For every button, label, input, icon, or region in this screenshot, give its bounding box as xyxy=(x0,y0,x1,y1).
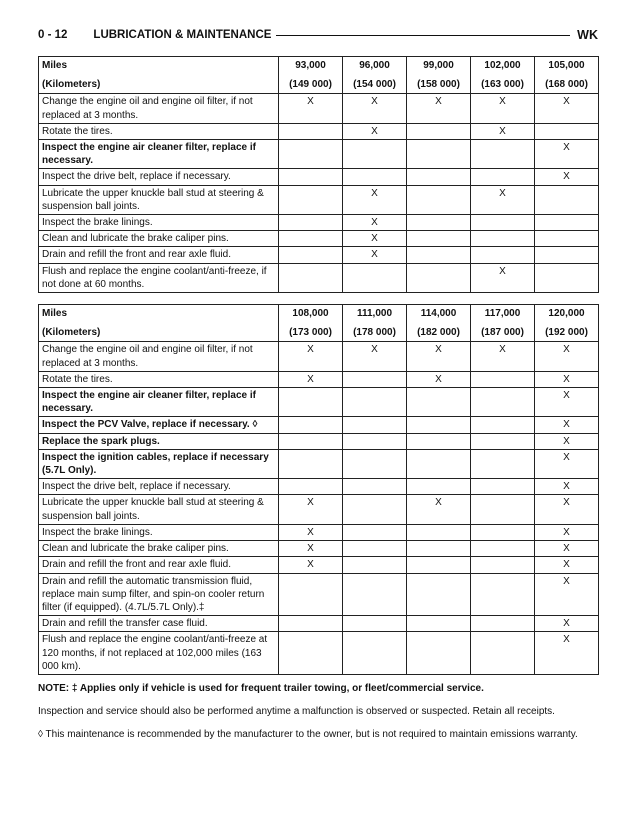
service-mark xyxy=(471,449,535,478)
service-item: Inspect the brake linings. xyxy=(39,524,279,540)
service-mark xyxy=(535,247,599,263)
maintenance-table-2 xyxy=(38,304,599,675)
service-mark: X xyxy=(471,94,535,123)
service-mark xyxy=(279,479,343,495)
service-mark xyxy=(535,263,599,292)
service-mark xyxy=(343,371,407,387)
service-mark: X xyxy=(535,342,599,371)
service-mark: X xyxy=(343,123,407,139)
service-mark: X xyxy=(343,185,407,214)
service-mark xyxy=(471,231,535,247)
service-mark xyxy=(279,215,343,231)
service-mark xyxy=(279,123,343,139)
service-mark: X xyxy=(471,123,535,139)
header-row-km xyxy=(39,323,599,342)
maintenance-table-1 xyxy=(38,56,599,293)
service-mark xyxy=(343,263,407,292)
table-row xyxy=(39,433,599,449)
service-mark xyxy=(471,388,535,417)
service-item: Inspect the drive belt, replace if necessary. xyxy=(39,169,279,185)
header-row-miles xyxy=(39,305,599,324)
service-mark: X xyxy=(279,94,343,123)
service-mark xyxy=(407,632,471,675)
interval-km: (168 000) xyxy=(535,75,599,94)
service-item: Clean and lubricate the brake caliper pins. xyxy=(39,231,279,247)
service-mark xyxy=(471,573,535,616)
interval-miles: 114,000 xyxy=(407,305,471,324)
service-item: Clean and lubricate the brake caliper pins. xyxy=(39,541,279,557)
interval-km: (158 000) xyxy=(407,75,471,94)
service-mark xyxy=(407,616,471,632)
service-mark: X xyxy=(471,342,535,371)
interval-miles: 117,000 xyxy=(471,305,535,324)
service-mark xyxy=(471,371,535,387)
table-row xyxy=(39,417,599,433)
service-item: Inspect the ignition cables, replace if necessary (5.7L Only). xyxy=(39,449,279,478)
service-mark: X xyxy=(471,185,535,214)
interval-miles: 96,000 xyxy=(343,57,407,76)
table-row xyxy=(39,247,599,263)
service-mark: X xyxy=(535,140,599,169)
interval-km: (187 000) xyxy=(471,323,535,342)
service-item: Replace the spark plugs. xyxy=(39,433,279,449)
table-row xyxy=(39,263,599,292)
table-row xyxy=(39,231,599,247)
service-mark xyxy=(343,632,407,675)
service-item: Drain and refill the transfer case fluid. xyxy=(39,616,279,632)
service-mark: X xyxy=(343,231,407,247)
service-mark xyxy=(279,169,343,185)
service-mark xyxy=(343,417,407,433)
service-mark xyxy=(407,263,471,292)
service-mark: X xyxy=(343,215,407,231)
service-mark xyxy=(279,140,343,169)
service-mark xyxy=(471,140,535,169)
service-mark: X xyxy=(279,342,343,371)
service-mark xyxy=(471,433,535,449)
service-mark: X xyxy=(535,541,599,557)
table-row xyxy=(39,524,599,540)
service-item: Drain and refill the front and rear axle fluid. xyxy=(39,557,279,573)
service-mark xyxy=(279,449,343,478)
service-mark: X xyxy=(279,524,343,540)
service-mark: X xyxy=(535,433,599,449)
service-mark xyxy=(407,524,471,540)
service-mark xyxy=(343,557,407,573)
service-item: Inspect the engine air cleaner filter, replace if necessary. xyxy=(39,388,279,417)
service-mark: X xyxy=(535,417,599,433)
service-mark xyxy=(471,215,535,231)
service-item: Inspect the drive belt, replace if necessary. xyxy=(39,479,279,495)
interval-km: (173 000) xyxy=(279,323,343,342)
service-mark xyxy=(471,616,535,632)
service-mark: X xyxy=(535,169,599,185)
table-row xyxy=(39,632,599,675)
service-mark xyxy=(343,616,407,632)
service-mark xyxy=(343,140,407,169)
service-mark: X xyxy=(535,495,599,524)
service-mark: X xyxy=(279,495,343,524)
header-rule xyxy=(276,35,570,36)
service-mark: X xyxy=(535,388,599,417)
service-mark: X xyxy=(279,557,343,573)
table-row xyxy=(39,495,599,524)
table-row xyxy=(39,573,599,616)
service-mark xyxy=(407,541,471,557)
service-mark xyxy=(407,417,471,433)
service-mark xyxy=(279,616,343,632)
table-row xyxy=(39,388,599,417)
page-number: 0 - 12 xyxy=(38,29,68,41)
service-item: Rotate the tires. xyxy=(39,123,279,139)
model-code: WK xyxy=(577,28,598,42)
interval-km: (182 000) xyxy=(407,323,471,342)
service-mark xyxy=(343,388,407,417)
service-mark: X xyxy=(407,342,471,371)
service-mark xyxy=(279,263,343,292)
service-mark: X xyxy=(535,371,599,387)
service-mark xyxy=(471,495,535,524)
service-mark xyxy=(407,123,471,139)
header-row-miles xyxy=(39,57,599,76)
service-mark: X xyxy=(535,524,599,540)
service-mark xyxy=(471,557,535,573)
service-mark: X xyxy=(535,573,599,616)
service-mark: X xyxy=(471,263,535,292)
service-mark: X xyxy=(279,541,343,557)
inspection-note: Inspection and service should also be performed anytime a malfunction is observed or suspected. Retain all receipts. xyxy=(38,705,555,717)
service-item: Lubricate the upper knuckle ball stud at steering & suspension ball joints. xyxy=(39,185,279,214)
table-row xyxy=(39,123,599,139)
service-mark xyxy=(279,433,343,449)
service-mark xyxy=(471,247,535,263)
table-row xyxy=(39,541,599,557)
service-mark xyxy=(471,541,535,557)
service-mark xyxy=(343,573,407,616)
interval-miles: 99,000 xyxy=(407,57,471,76)
table-row xyxy=(39,371,599,387)
interval-km: (163 000) xyxy=(471,75,535,94)
table-row xyxy=(39,557,599,573)
notes-section xyxy=(38,681,598,742)
service-mark xyxy=(535,185,599,214)
service-mark: X xyxy=(535,94,599,123)
interval-miles: 93,000 xyxy=(279,57,343,76)
service-mark: X xyxy=(279,371,343,387)
table-row xyxy=(39,479,599,495)
service-mark: X xyxy=(535,479,599,495)
service-mark xyxy=(279,388,343,417)
interval-miles: 120,000 xyxy=(535,305,599,324)
service-item: Inspect the brake linings. xyxy=(39,215,279,231)
table-row xyxy=(39,169,599,185)
service-item: Flush and replace the engine coolant/anti-freeze at 120 months, if not replaced at 102,000 miles (163 000 km). xyxy=(39,632,279,675)
interval-miles: 105,000 xyxy=(535,57,599,76)
service-mark xyxy=(407,231,471,247)
service-mark xyxy=(407,557,471,573)
service-mark: X xyxy=(407,371,471,387)
service-mark: X xyxy=(535,632,599,675)
service-mark xyxy=(407,169,471,185)
table-gap xyxy=(38,293,598,304)
service-mark xyxy=(343,524,407,540)
service-mark xyxy=(535,231,599,247)
interval-miles: 111,000 xyxy=(343,305,407,324)
service-item: Flush and replace the engine coolant/anti-freeze, if not done at 60 months. xyxy=(39,263,279,292)
table-row xyxy=(39,449,599,478)
service-mark: X xyxy=(535,616,599,632)
miles-header: Miles xyxy=(39,57,279,76)
emissions-note: ◊ This maintenance is recommended by the manufacturer to the owner, but is not required to maintain emissions warranty. xyxy=(38,728,578,740)
service-item: Change the engine oil and engine oil filter, if not replaced at 3 months. xyxy=(39,342,279,371)
service-mark xyxy=(343,495,407,524)
service-item: Drain and refill the automatic transmission fluid, replace main sump filter, and spin-on cooler return filter (if equipped). (4.7L/5.7L Only).‡ xyxy=(39,573,279,616)
interval-km: (178 000) xyxy=(343,323,407,342)
service-item: Drain and refill the front and rear axle fluid. xyxy=(39,247,279,263)
service-mark xyxy=(343,449,407,478)
service-item: Inspect the engine air cleaner filter, replace if necessary. xyxy=(39,140,279,169)
service-mark: X xyxy=(407,495,471,524)
service-mark: X xyxy=(343,247,407,263)
interval-km: (192 000) xyxy=(535,323,599,342)
service-mark: X xyxy=(343,94,407,123)
interval-miles: 102,000 xyxy=(471,57,535,76)
trailer-note: NOTE: ‡ Applies only if vehicle is used for frequent trailer towing, or fleet/commercial service. xyxy=(38,682,484,694)
service-mark xyxy=(471,169,535,185)
section-title: LUBRICATION & MAINTENANCE xyxy=(93,29,272,41)
table-row xyxy=(39,140,599,169)
interval-km: (154 000) xyxy=(343,75,407,94)
service-mark xyxy=(535,215,599,231)
kilometers-header: (Kilometers) xyxy=(39,323,279,342)
service-mark xyxy=(279,632,343,675)
service-mark: X xyxy=(407,94,471,123)
table-row xyxy=(39,342,599,371)
service-item: Rotate the tires. xyxy=(39,371,279,387)
interval-km: (149 000) xyxy=(279,75,343,94)
service-mark xyxy=(407,433,471,449)
service-mark xyxy=(471,417,535,433)
miles-header: Miles xyxy=(39,305,279,324)
service-item: Lubricate the upper knuckle ball stud at steering & suspension ball joints. xyxy=(39,495,279,524)
service-mark xyxy=(279,247,343,263)
service-mark xyxy=(343,479,407,495)
service-mark xyxy=(343,433,407,449)
service-mark xyxy=(535,123,599,139)
table-row xyxy=(39,94,599,123)
service-mark: X xyxy=(343,342,407,371)
kilometers-header: (Kilometers) xyxy=(39,75,279,94)
service-mark xyxy=(279,185,343,214)
service-mark xyxy=(279,417,343,433)
header-row-km xyxy=(39,75,599,94)
service-mark xyxy=(407,140,471,169)
service-mark xyxy=(407,388,471,417)
table-row xyxy=(39,215,599,231)
service-mark xyxy=(407,573,471,616)
service-mark xyxy=(343,169,407,185)
table-row xyxy=(39,616,599,632)
service-mark xyxy=(407,215,471,231)
service-mark xyxy=(407,479,471,495)
service-mark xyxy=(343,541,407,557)
service-mark xyxy=(407,185,471,214)
service-mark xyxy=(471,632,535,675)
service-mark xyxy=(279,573,343,616)
service-item: Change the engine oil and engine oil filter, if not replaced at 3 months. xyxy=(39,94,279,123)
page-header xyxy=(38,26,598,44)
service-mark xyxy=(471,524,535,540)
service-mark xyxy=(279,231,343,247)
table-row xyxy=(39,185,599,214)
service-mark xyxy=(407,449,471,478)
service-mark xyxy=(471,479,535,495)
page xyxy=(38,26,598,750)
service-mark xyxy=(407,247,471,263)
interval-miles: 108,000 xyxy=(279,305,343,324)
service-mark: X xyxy=(535,557,599,573)
service-item: Inspect the PCV Valve, replace if necessary. ◊ xyxy=(39,417,279,433)
service-mark: X xyxy=(535,449,599,478)
